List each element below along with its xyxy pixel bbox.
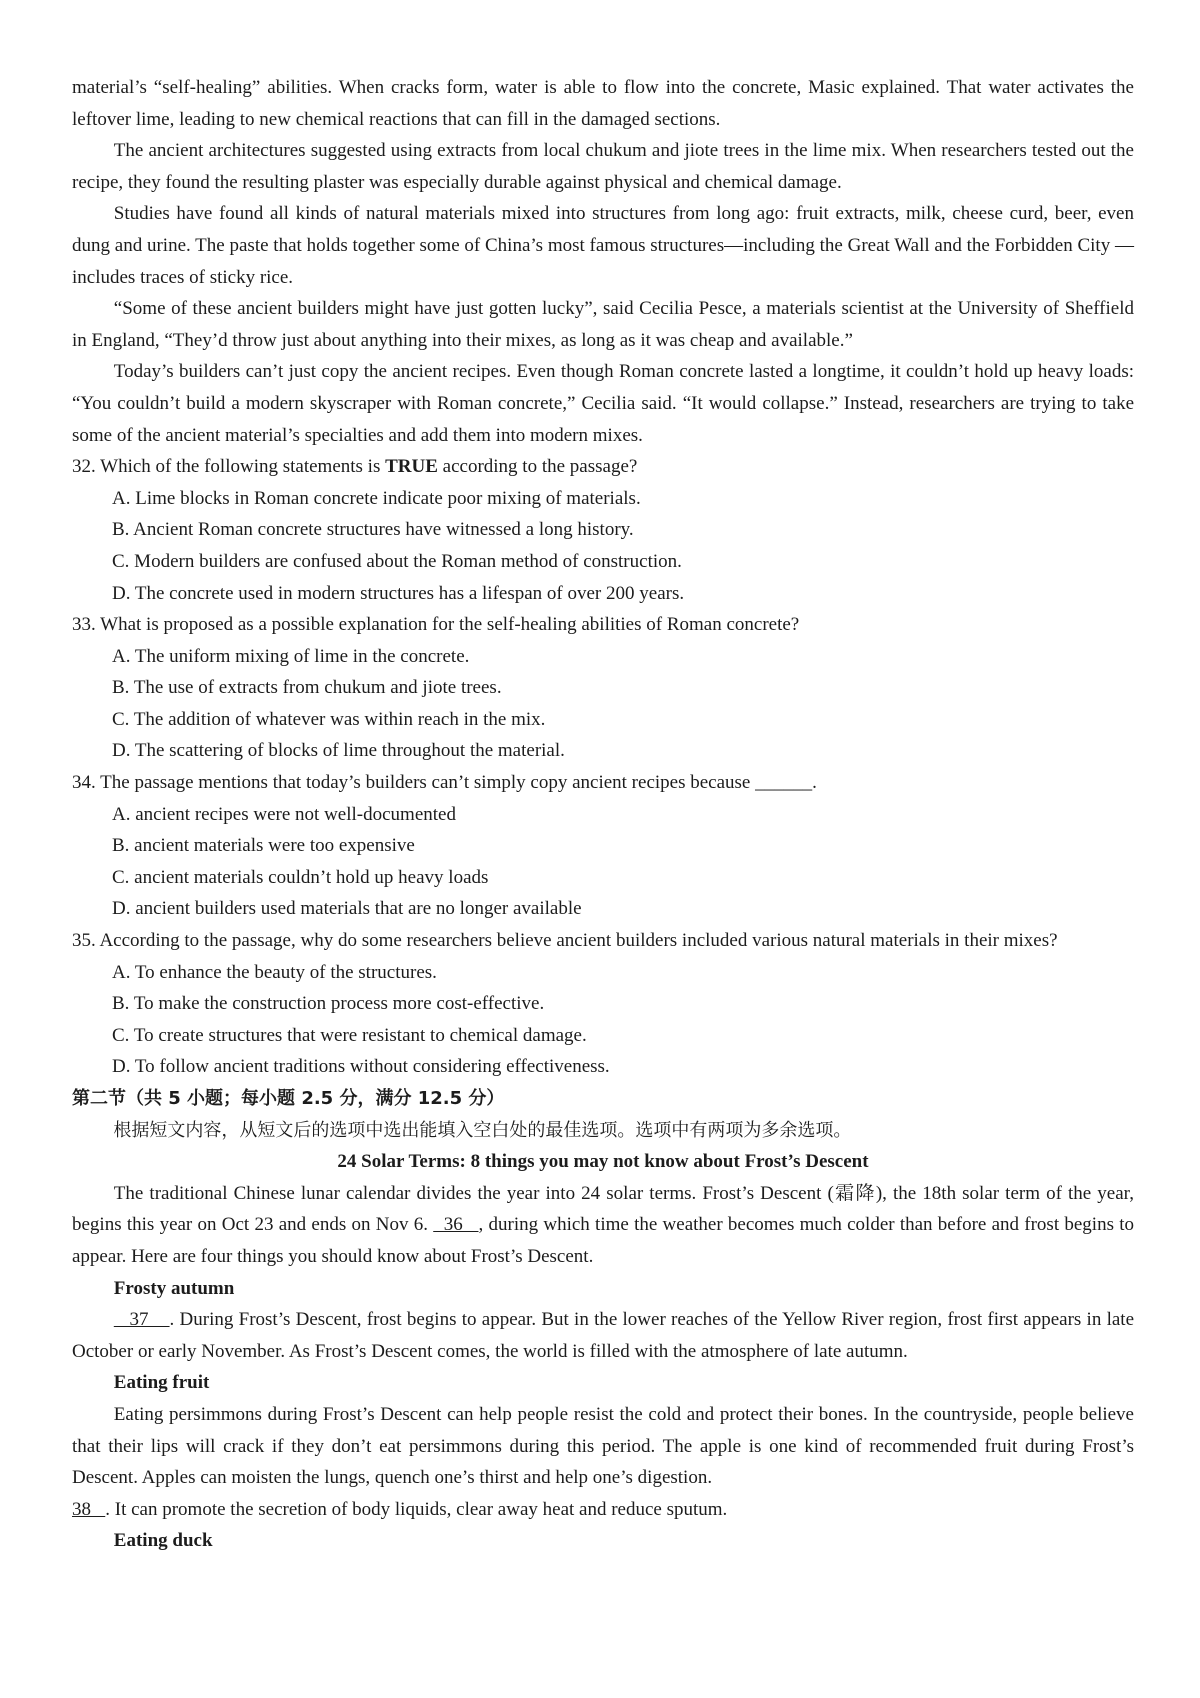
section-instruction: 根据短文内容，从短文后的选项中选出能填入空白处的最佳选项。选项中有两项为多余选项。 bbox=[113, 1119, 852, 1141]
question-32-option-d[interactable]: D. The concrete used in modern structures has a lifespan of over 200 years. bbox=[112, 582, 685, 604]
article-title: 24 Solar Terms: 8 things you may not know about Frost’s Descent bbox=[337, 1151, 869, 1173]
question-35-option-d[interactable]: D. To follow ancient traditions without considering effectiveness. bbox=[112, 1056, 610, 1078]
fruit-paragraph: Eating persimmons during Frost’s Descent can help people resist the cold and protect their bones. In the countryside, people believe that their lips will crack if they don’t eat persimmons during this period. The apple is one kind of recommended fruit during Frost’s Descent. Apples can moisten the lungs, quench one’s thirst and help one’s digestion. bbox=[72, 1403, 1134, 1489]
question-34-option-b[interactable]: B. ancient materials were too expensive bbox=[112, 835, 415, 857]
question-33-option-a[interactable]: A. The uniform mixing of lime in the concrete. bbox=[112, 645, 470, 667]
fruit-paragraph-tail: 38 . It can promote the secretion of body liquids, clear away heat and reduce sputum. bbox=[72, 1498, 728, 1520]
passage-paragraph: “Some of these ancient builders might have just gotten lucky”, said Cecilia Pesce, a materials scientist at the University of Sheffield in England, “They’d throw just about anything into their mixes, as long as it was cheap and available.” bbox=[72, 298, 1134, 351]
question-32-option-c[interactable]: C. Modern builders are confused about the Roman method of construction. bbox=[112, 550, 682, 572]
passage-paragraph: material’s “self-healing” abilities. When cracks form, water is able to flow into the concrete, Masic explained. That water activates the leftover lime, leading to new chemical reactions that can fill in the damaged sections. bbox=[72, 77, 1134, 130]
question-34-option-c[interactable]: C. ancient materials couldn’t hold up heavy loads bbox=[112, 866, 489, 888]
frosty-paragraph: 37 . During Frost’s Descent, frost begins to appear. But in the lower reaches of the Yellow River region, frost first appears in late October or early November. As Frost’s Descent comes, the world is filled with the atmosphere of late autumn. bbox=[72, 1309, 1135, 1362]
question-35-option-c[interactable]: C. To create structures that were resistant to chemical damage. bbox=[112, 1024, 587, 1046]
subheading-eating-fruit: Eating fruit bbox=[113, 1372, 210, 1394]
question-33-option-b[interactable]: B. The use of extracts from chukum and jiote trees. bbox=[112, 677, 502, 699]
question-33-option-c[interactable]: C. The addition of whatever was within reach in the mix. bbox=[112, 708, 546, 730]
question-34-option-a[interactable]: A. ancient recipes were not well-documented bbox=[112, 803, 456, 825]
passage-paragraph: Today’s builders can’t just copy the ancient recipes. Even though Roman concrete lasted a longtime, it couldn’t hold up heavy loads: “You couldn’t build a modern skyscraper with Roman concrete,” Cecilia said. “It would collapse.” Instead, researchers are trying to take some of the ancient material’s specialties and add them into modern mixes. bbox=[72, 361, 1134, 446]
blank-37[interactable]: 37 bbox=[113, 1309, 170, 1331]
question-33-stem: 33. What is proposed as a possible explanation for the self-healing abilities of Roman concrete? bbox=[72, 614, 800, 636]
question-33-option-d[interactable]: D. The scattering of blocks of lime throughout the material. bbox=[112, 740, 565, 762]
question-32-option-b[interactable]: B. Ancient Roman concrete structures have witnessed a long history. bbox=[112, 519, 634, 541]
question-35-stem: 35. According to the passage, why do some researchers believe ancient builders included various natural materials in their mixes? bbox=[72, 930, 1058, 952]
article-intro: The traditional Chinese lunar calendar divides the year into 24 solar terms. Frost’s Descent (霜降), the 18th solar term of the year, begins this year on Oct 23 and ends on Nov 6. 36 , during which time the weather becomes much colder than before and frost begins to appear. Here are four things you should know about Frost’s Descent. bbox=[72, 1182, 1134, 1267]
subheading-eating-duck: Eating duck bbox=[113, 1530, 213, 1552]
exam-page bbox=[72, 72, 1134, 1557]
question-35-option-a[interactable]: A. To enhance the beauty of the structures. bbox=[112, 961, 437, 983]
blank-36[interactable]: 36 bbox=[433, 1214, 479, 1236]
question-34-stem: 34. The passage mentions that today’s builders can’t simply copy ancient recipes because ______. bbox=[72, 772, 817, 794]
question-32-option-a[interactable]: A. Lime blocks in Roman concrete indicate poor mixing of materials. bbox=[112, 487, 641, 509]
subheading-frosty-autumn: Frosty autumn bbox=[113, 1277, 235, 1299]
passage-paragraph: The ancient architectures suggested using extracts from local chukum and jiote trees in the lime mix. When researchers tested out the recipe, they found the resulting plaster was especially durable against physical and chemical damage. bbox=[72, 140, 1134, 193]
question-32-stem: 32. Which of the following statements is TRUE according to the passage? bbox=[72, 456, 638, 478]
section-heading: 第二节（共 5 小题；每小题 2.5 分，满分 12.5 分） bbox=[72, 1088, 505, 1109]
blank-38[interactable]: 38 bbox=[72, 1498, 106, 1520]
passage-paragraph: Studies have found all kinds of natural materials mixed into structures from long ago: fruit extracts, milk, cheese curd, beer, even dung and urine. The paste that holds together some of China’s most famous structures—including the Great Wall and the Forbidden City — includes traces of sticky rice. bbox=[72, 203, 1134, 288]
question-35-option-b[interactable]: B. To make the construction process more cost-effective. bbox=[112, 993, 545, 1015]
question-34-option-d[interactable]: D. ancient builders used materials that are no longer available bbox=[112, 898, 582, 920]
